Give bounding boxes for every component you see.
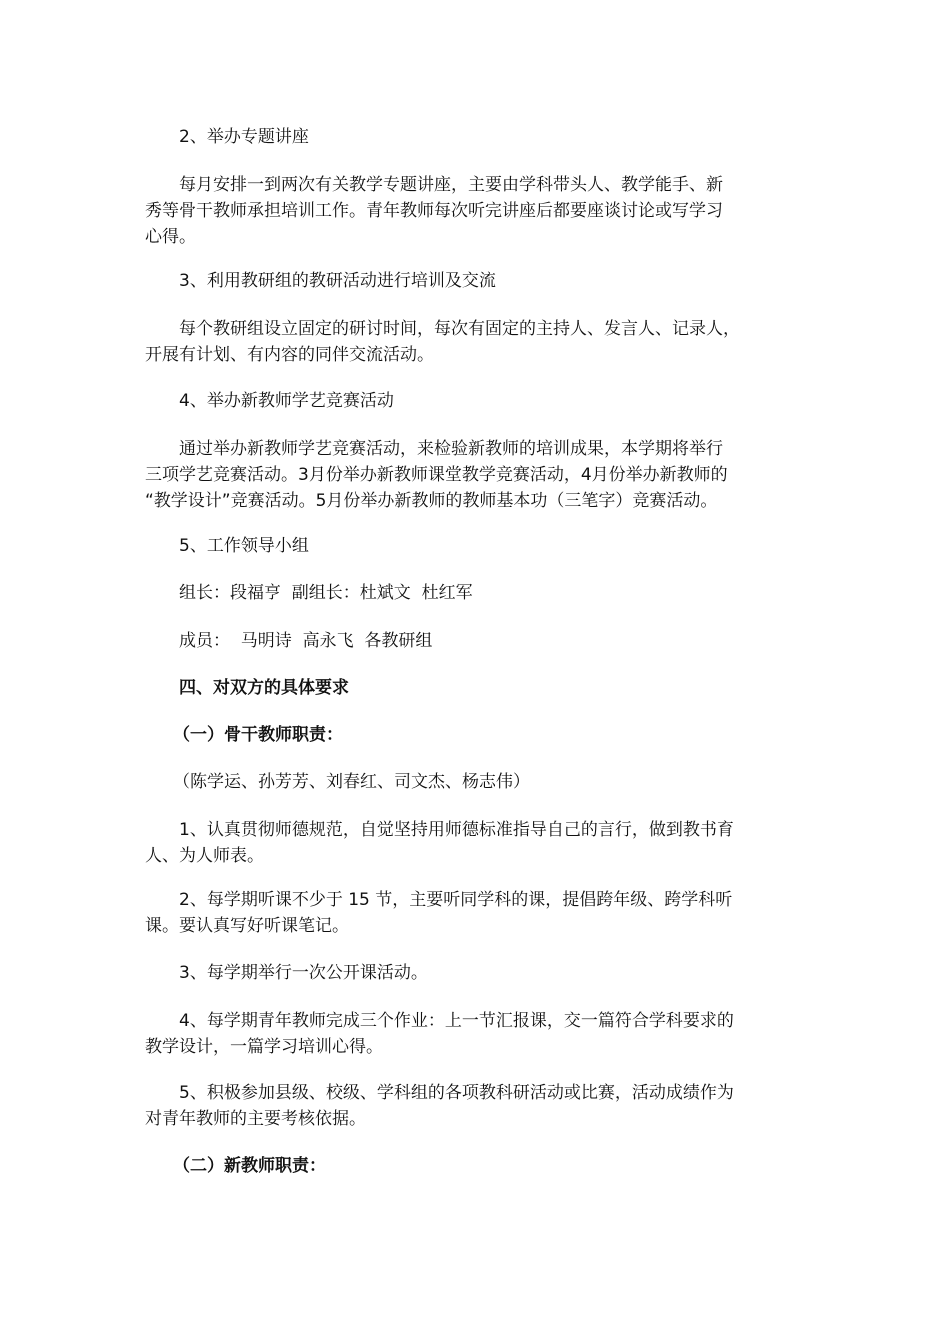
backbone-item: [145, 1080, 810, 1132]
lecture-body-line: 每月安排一到两次有关教学专题讲座，主要由学科带头人、教学能手、新: [179, 175, 723, 195]
backbone-item-line: 2、每学期听课不少于 15 节，主要听同学科的课，提倡跨年级、跨学科听: [179, 890, 733, 910]
part-four-heading: 四、对双方的具体要求: [179, 678, 349, 698]
backbone-item-line: 人、为人师表。: [145, 846, 264, 866]
research-body-line: 每个教研组设立固定的研讨时间，每次有固定的主持人、发言人、记录人，: [179, 319, 740, 339]
backbone-item: [145, 887, 810, 939]
research-heading: 3、利用教研组的教研活动进行培训及交流: [179, 271, 496, 291]
lecture-body-line: 秀等骨干教师承担培训工作。青年教师每次听完讲座后都要座谈讨论或写学习: [145, 201, 723, 221]
backbone-item-line: 4、每学期青年教师完成三个作业：上一节汇报课，交一篇符合学科要求的: [179, 1011, 734, 1031]
backbone-item-line: 课。要认真写好听课笔记。: [145, 916, 349, 936]
lecture-heading: 2、举办专题讲座: [179, 127, 309, 147]
backbone-heading: （一）骨干教师职责：: [173, 725, 343, 745]
backbone-item-line: 教学设计，一篇学习培训心得。: [145, 1037, 383, 1057]
lecture-body-line: 心得。: [145, 227, 196, 247]
backbone-item: [145, 960, 810, 986]
research-body-line: 开展有计划、有内容的同伴交流活动。: [145, 345, 434, 365]
backbone-item-line: 5、积极参加县级、校级、学科组的各项教科研活动或比赛，活动成绩作为: [179, 1083, 734, 1103]
leadership-members-line: 成员： 马明诗 高永飞 各教研组: [179, 631, 433, 651]
contest-body: [145, 436, 810, 514]
new-teacher-heading: （二）新教师职责：: [173, 1156, 326, 1176]
backbone-item-line: 1、认真贯彻师德规范，自觉坚持用师德标准指导自己的言行，做到教书育: [179, 820, 734, 840]
backbone-item-line: 对青年教师的主要考核依据。: [145, 1109, 366, 1129]
contest-body-line: 三项学艺竞赛活动。3月份举办新教师课堂教学竞赛活动，4月份举办新教师的: [145, 465, 728, 485]
backbone-item-line: 3、每学期举行一次公开课活动。: [179, 963, 428, 983]
research-body: [145, 316, 810, 368]
leadership-leader-line: 组长：段福亨 副组长：杜斌文 杜红军: [179, 583, 473, 603]
contest-heading: 4、举办新教师学艺竞赛活动: [179, 391, 394, 411]
backbone-item: [145, 817, 810, 869]
backbone-names: （陈学运、孙芳芳、刘春红、司文杰、杨志伟）: [173, 772, 530, 792]
lecture-body: [145, 172, 810, 250]
leadership-heading: 5、工作领导小组: [179, 536, 309, 556]
contest-body-line: 通过举办新教师学艺竞赛活动，来检验新教师的培训成果，本学期将举行: [179, 439, 723, 459]
contest-body-line: “教学设计”竞赛活动。5月份举办新教师的教师基本功（三笔字）竞赛活动。: [145, 491, 718, 511]
backbone-item: [145, 1008, 810, 1060]
